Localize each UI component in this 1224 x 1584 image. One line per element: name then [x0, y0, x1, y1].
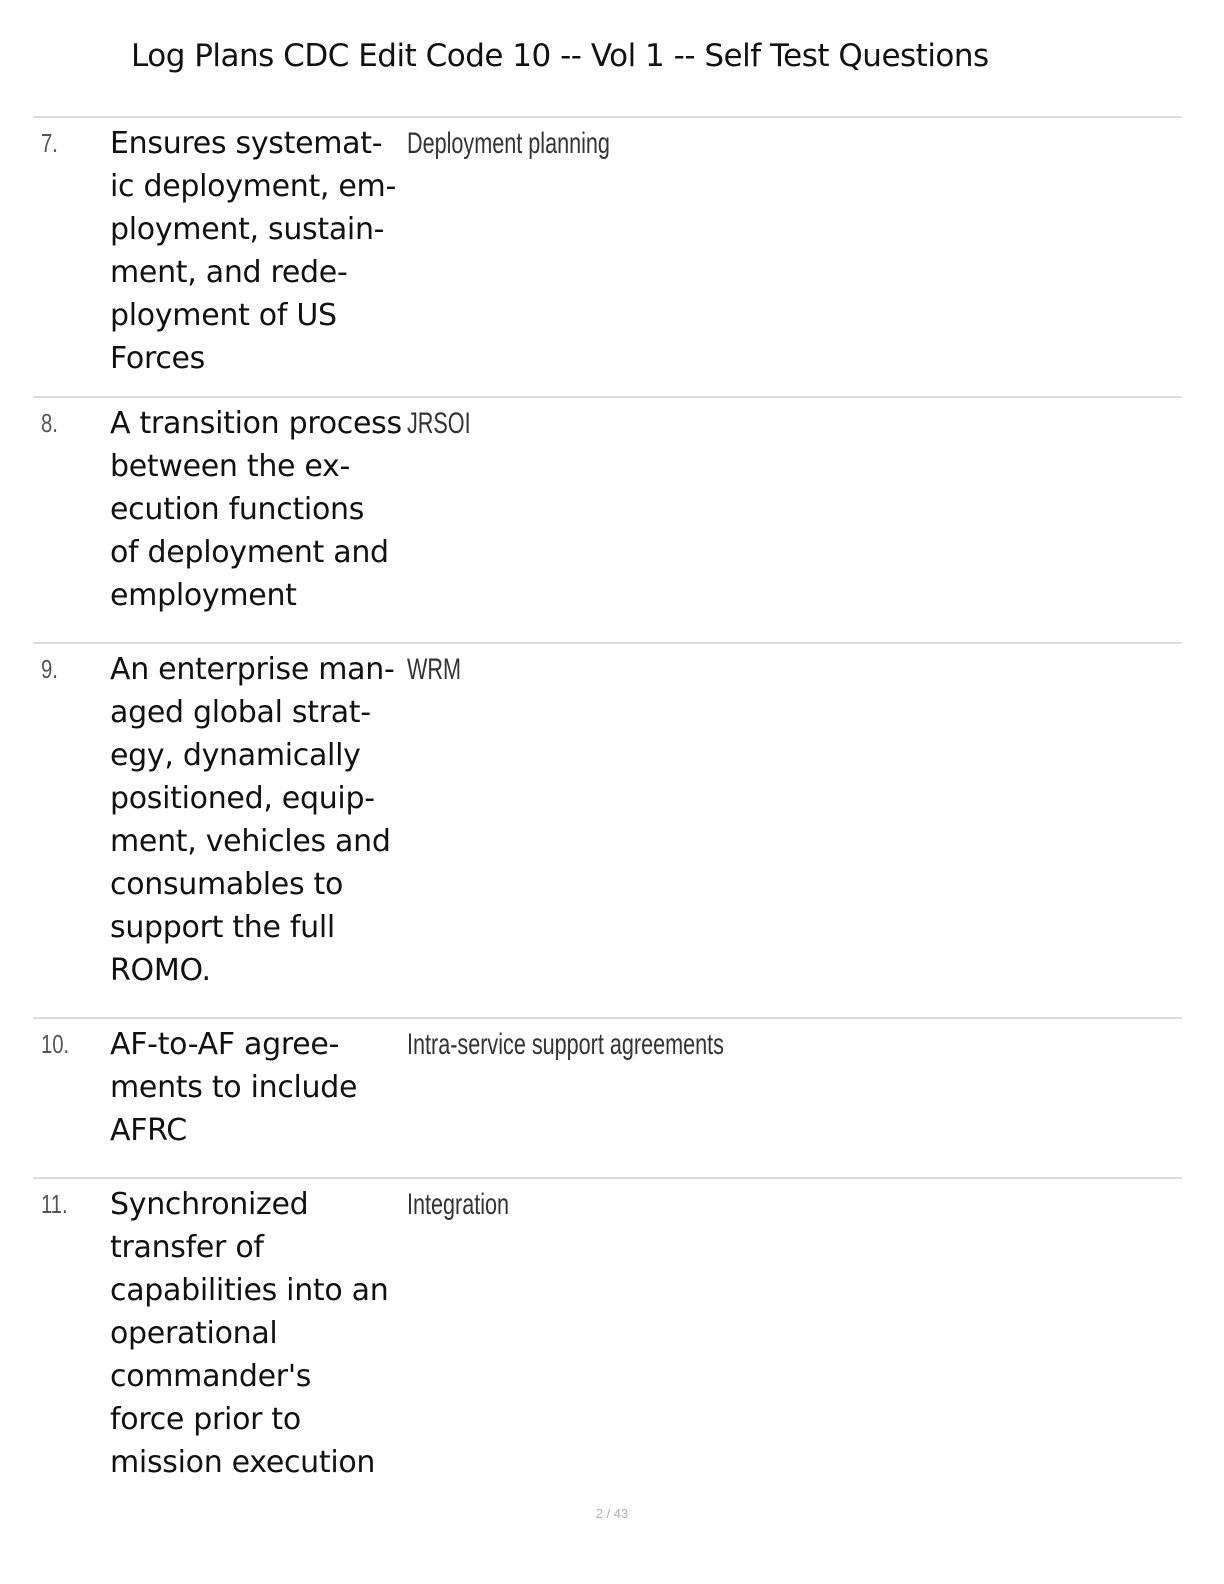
term-line: ployment of US — [110, 298, 337, 333]
card-term — [110, 1023, 410, 1152]
term-line: ments to include — [110, 1070, 358, 1105]
term-line: ic deployment, em- — [110, 169, 396, 204]
card-term — [110, 122, 410, 380]
page-number: 2 / 43 — [595, 1506, 629, 1521]
card-row — [33, 396, 1182, 642]
term-line: of deployment and — [110, 535, 389, 570]
card-number: 10. — [41, 1029, 70, 1059]
term-line: support the full — [110, 910, 335, 945]
term-line: ployment, sustain- — [110, 212, 385, 247]
card-definition: JRSOI — [407, 407, 471, 440]
term-line: commander's — [110, 1359, 312, 1394]
term-line: Ensures systemat- — [110, 126, 383, 161]
card-row — [33, 642, 1182, 1017]
card-row — [33, 116, 1182, 396]
term-line: ment, and rede- — [110, 255, 348, 290]
card-term — [110, 1183, 410, 1484]
term-line: ment, vehicles and — [110, 824, 391, 859]
term-line: AFRC — [110, 1113, 187, 1148]
term-line: between the ex- — [110, 449, 351, 484]
term-line: An enterprise man- — [110, 652, 395, 687]
term-line: force prior to — [110, 1402, 301, 1437]
card-list — [33, 116, 1182, 1497]
term-line: operational — [110, 1316, 278, 1351]
term-line: employment — [110, 578, 297, 613]
card-row — [33, 1017, 1182, 1177]
card-definition: Intra-service support agreements — [407, 1028, 724, 1061]
card-definition: Integration — [407, 1188, 510, 1221]
term-line: capabilities into an — [110, 1273, 389, 1308]
term-line: Synchronized — [110, 1187, 309, 1222]
card-term — [110, 648, 410, 992]
card-number: 11. — [41, 1189, 68, 1219]
term-line: AF-to-AF agree- — [110, 1027, 340, 1062]
card-number: 8. — [41, 408, 58, 438]
term-line: A transition process — [110, 406, 402, 441]
card-term — [110, 402, 410, 617]
term-line: ROMO. — [110, 953, 211, 988]
term-line: Forces — [110, 341, 205, 376]
card-row — [33, 1177, 1182, 1497]
term-line: aged global strat- — [110, 695, 371, 730]
term-line: positioned, equip- — [110, 781, 375, 816]
page-title: Log Plans CDC Edit Code 10 -- Vol 1 -- Self Test Questions — [131, 38, 989, 74]
term-line: egy, dynamically — [110, 738, 361, 773]
card-definition: WRM — [407, 653, 461, 686]
term-line: mission execution — [110, 1445, 376, 1480]
term-line: transfer of — [110, 1230, 264, 1265]
card-number: 7. — [41, 128, 58, 158]
card-definition: Deployment planning — [407, 127, 610, 160]
term-line: consumables to — [110, 867, 344, 902]
term-line: ecution functions — [110, 492, 365, 527]
card-number: 9. — [41, 654, 58, 684]
